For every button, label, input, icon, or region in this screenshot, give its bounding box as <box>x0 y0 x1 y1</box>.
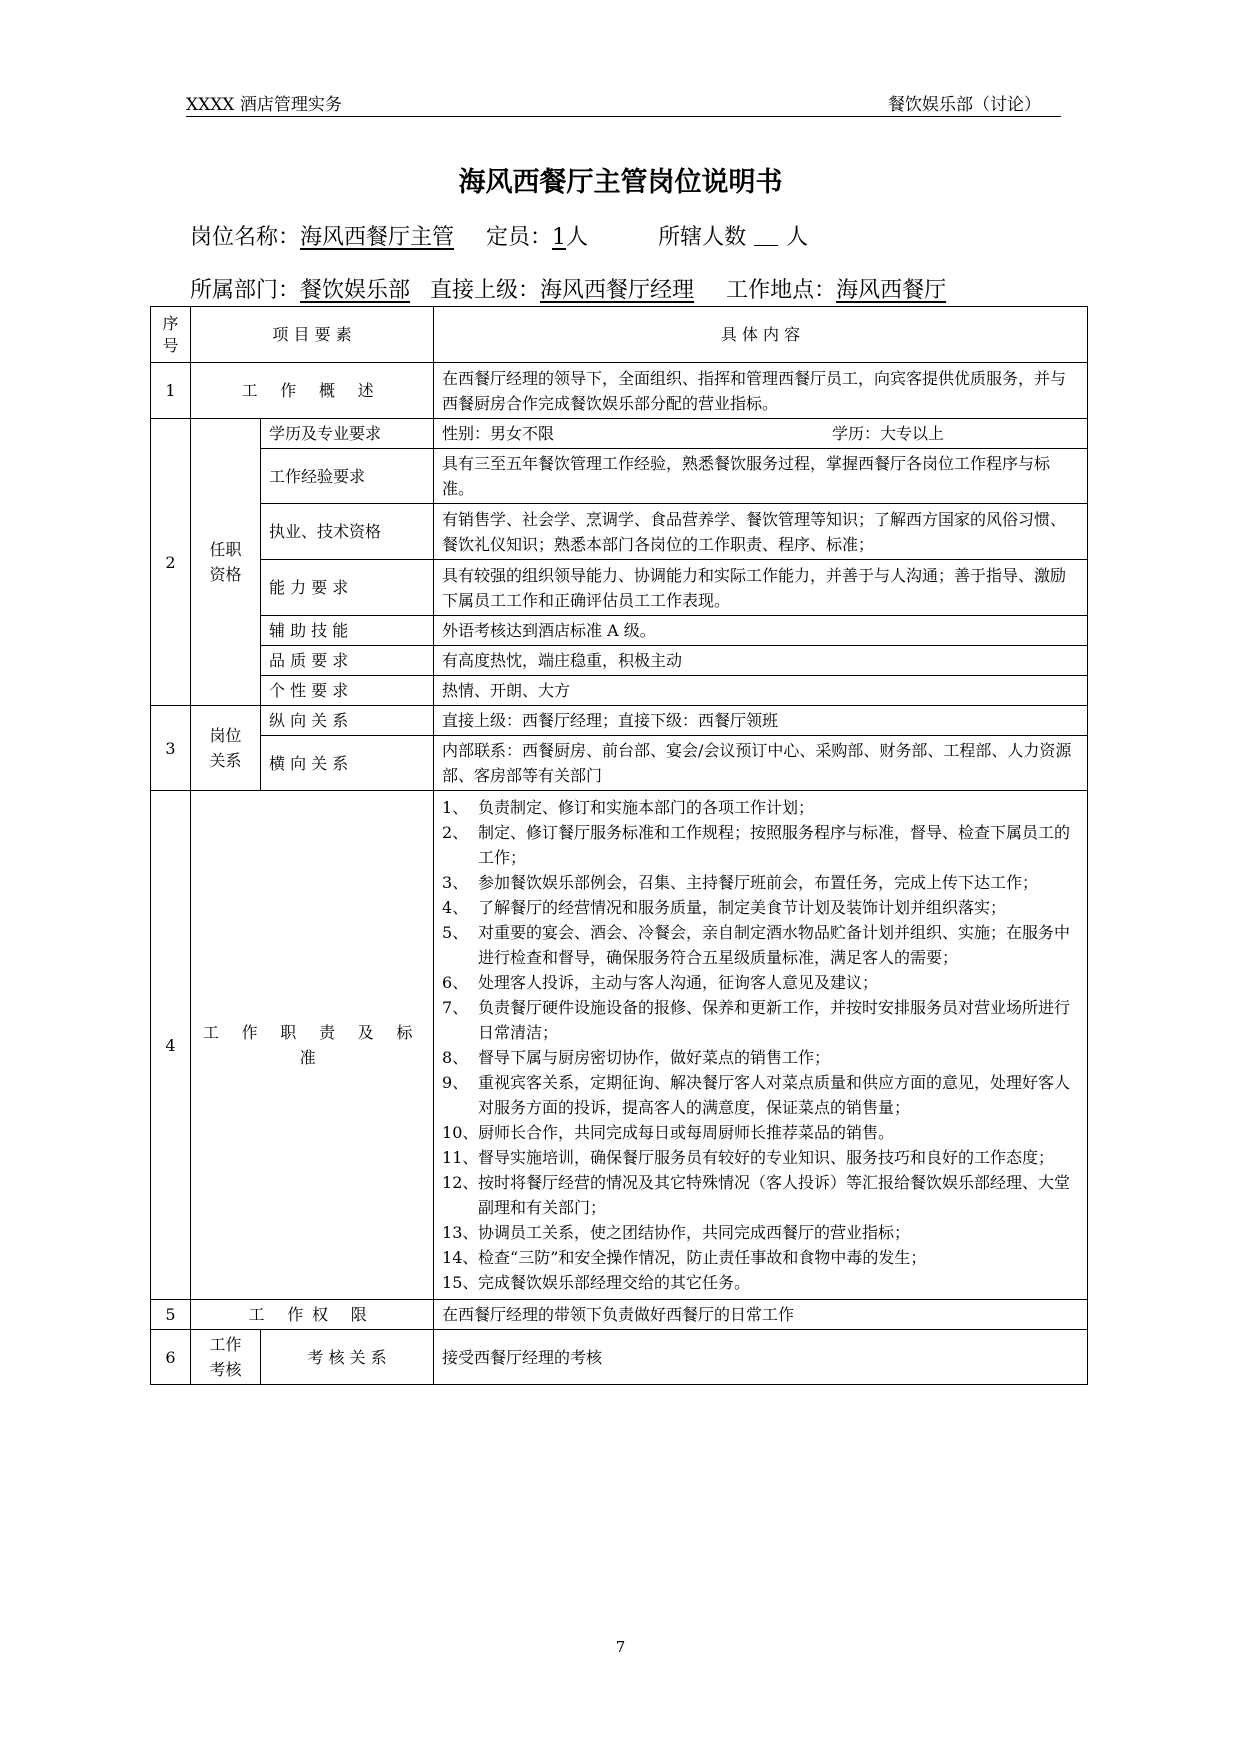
table-header-row <box>151 307 1088 363</box>
duty-item <box>442 995 1079 1045</box>
table-subrow <box>151 449 1088 504</box>
sub-label: 辅 助 技 能 <box>261 616 434 646</box>
document-title: 海风西餐厅主管岗位说明书 <box>458 167 783 198</box>
row-content: 在西餐厅经理的领导下，全面组织、指挥和管理西餐厅员工，向宾客提供优质服务，并与西餐厨房合作完成餐饮娱乐部分配的营业指标。 <box>434 363 1088 419</box>
dept-value: 餐饮娱乐部 <box>300 278 411 303</box>
row-item: 工 作 职 责 及 标 准 <box>191 791 434 1300</box>
duty-text: 制定、修订餐厅服务标准和工作规程；按照服务程序与标准，督导、检查下属员工的工作； <box>478 823 1071 867</box>
duty-item <box>442 1070 1079 1120</box>
managed-label: 所辖人数 <box>658 225 747 250</box>
duty-item <box>442 1145 1079 1170</box>
managed-unit: 人 <box>786 225 809 250</box>
duty-item <box>442 820 1079 870</box>
duty-text: 督导下属与厨房密切协作，做好菜点的销售工作； <box>478 1048 831 1067</box>
quota-label: 定员： <box>486 225 553 250</box>
sub-label: 横 向 关 系 <box>261 736 434 791</box>
row-seq: 1 <box>151 363 191 419</box>
table-row-2 <box>151 419 1088 449</box>
post-name-value: 海风西餐厅主管 <box>300 225 455 250</box>
header-right: 餐饮娱乐部（讨论） <box>888 95 1041 115</box>
duty-item <box>442 895 1079 920</box>
sub-content: 有销售学、社会学、烹调学、食品营养学、餐饮管理等知识；了解西方国家的风俗习惯、餐饮礼仪知识；熟悉本部门各岗位的工作职责、程序、标准； <box>434 504 1088 560</box>
duty-text: 完成餐饮娱乐部经理交给的其它任务。 <box>478 1273 751 1292</box>
table-subrow <box>151 504 1088 560</box>
duty-text: 处理客人投诉，主动与客人沟通，征询客人意见及建议； <box>478 973 879 992</box>
duty-item <box>442 1045 1079 1070</box>
sub-content: 具有三至五年餐饮管理工作经验，熟悉餐饮服务过程，掌握西餐厅各岗位工作程序与标准。 <box>434 449 1088 504</box>
duty-number: 14、 <box>442 1248 479 1267</box>
table-subrow <box>151 560 1088 616</box>
duty-item <box>442 1220 1079 1245</box>
sub-label: 品 质 要 求 <box>261 646 434 676</box>
duty-text: 负责餐厅硬件设施设备的报修、保养和更新工作，并按时安排服务员对营业场所进行日常清洁； <box>478 998 1071 1042</box>
duty-text: 按时将餐厅经营的情况及其它特殊情况（客人投诉）等汇报给餐饮娱乐部经理、大堂副理和有关部门； <box>478 1173 1071 1217</box>
duty-number: 15、 <box>442 1273 479 1292</box>
duty-number: 10、 <box>442 1123 479 1142</box>
duty-number: 9、 <box>442 1073 469 1092</box>
duty-text: 参加餐饮娱乐部例会，召集、主持餐厅班前会，布置任务，完成上传下达工作； <box>478 873 1039 892</box>
duty-number: 13、 <box>442 1223 479 1242</box>
duty-text: 对重要的宴会、酒会、冷餐会，亲自制定酒水物品贮备计划并组织、实施；在服务中进行检查和督导，确保服务符合五星级质量标准，满足客人的需要； <box>478 923 1071 967</box>
row-seq: 2 <box>151 419 191 706</box>
dept-label: 所属部门： <box>190 278 301 303</box>
row-item: 工 作权 限 <box>191 1300 434 1330</box>
row-seq: 4 <box>151 791 191 1300</box>
row-seq: 6 <box>151 1330 191 1385</box>
row-group: 岗位关系 <box>191 706 261 791</box>
header-seq: 序号 <box>151 307 191 363</box>
duty-number: 8、 <box>442 1048 469 1067</box>
duty-item <box>442 920 1079 970</box>
duty-text: 督导实施培训，确保餐厅服务员有较好的专业知识、服务技巧和良好的工作态度； <box>478 1148 1055 1167</box>
sub-label: 纵 向 关 系 <box>261 706 434 736</box>
job-description-table <box>150 306 1088 1385</box>
row-content: 接受西餐厅经理的考核 <box>434 1330 1088 1385</box>
header-left: XXXX 酒店管理实务 <box>186 95 342 115</box>
duty-item <box>442 1245 1079 1270</box>
table-subrow <box>151 616 1088 646</box>
sub-label: 能 力 要 求 <box>261 560 434 616</box>
gender-requirement: 性别：男女不限 <box>442 424 555 443</box>
duty-number: 2、 <box>442 823 469 842</box>
table-row-1 <box>151 363 1088 419</box>
sub-label: 工作经验要求 <box>261 449 434 504</box>
header-item: 项 目 要 素 <box>191 307 434 363</box>
row-seq: 3 <box>151 706 191 791</box>
managed-blank <box>754 227 778 246</box>
duty-item <box>442 870 1079 895</box>
duty-number: 6、 <box>442 973 469 992</box>
row-seq: 5 <box>151 1300 191 1330</box>
superior-label: 直接上级： <box>430 278 541 303</box>
sub-content: 有高度热忱，端庄稳重，积极主动 <box>434 646 1088 676</box>
superior-value: 海风西餐厅经理 <box>540 278 695 303</box>
sub-content: 热情、开朗、大方 <box>434 676 1088 706</box>
duty-item <box>442 970 1079 995</box>
duties-list <box>434 791 1088 1300</box>
table-row-6 <box>151 1330 1088 1385</box>
duty-number: 7、 <box>442 998 469 1017</box>
duty-number: 12、 <box>442 1173 479 1192</box>
header-content: 具 体 内 容 <box>434 307 1088 363</box>
duty-number: 4、 <box>442 898 469 917</box>
row-item: 工 作 概 述 <box>191 363 434 419</box>
table-row-3 <box>151 706 1088 736</box>
sub-content: 具有较强的组织领导能力、协调能力和实际工作能力，并善于与人沟通；善于指导、激励下属员工工作和正确评估员工工作表现。 <box>434 560 1088 616</box>
table-row-5 <box>151 1300 1088 1330</box>
sub-content: 内部联系：西餐厨房、前台部、宴会/会议预订中心、采购部、财务部、工程部、人力资源部、客房部等有关部门 <box>434 736 1088 791</box>
duty-text: 重视宾客关系，定期征询、解决餐厅客人对菜点质量和供应方面的意见，处理好客人对服务方面的投诉，提高客人的满意度，保证菜点的销售量； <box>478 1073 1071 1117</box>
sub-label: 个 性 要 求 <box>261 676 434 706</box>
duty-text: 厨师长合作，共同完成每日或每周厨师长推荐菜品的销售。 <box>478 1123 895 1142</box>
sub-content: 外语考核达到酒店标准 A 级。 <box>434 616 1088 646</box>
location-value: 海风西餐厅 <box>836 278 947 303</box>
education-requirement: 学历：大专以上 <box>832 424 945 443</box>
duty-text: 协调员工关系，使之团结协作，共同完成西餐厅的营业指标； <box>478 1223 911 1242</box>
duty-number: 5、 <box>442 923 469 942</box>
duty-number: 11、 <box>442 1148 479 1167</box>
row-content: 在西餐厅经理的带领下负责做好西餐厅的日常工作 <box>434 1300 1088 1330</box>
quota-unit: 人 <box>566 225 589 250</box>
sub-label: 学历及专业要求 <box>261 419 434 449</box>
table-row-4 <box>151 791 1088 1300</box>
duty-item <box>442 1170 1079 1220</box>
duty-text: 负责制定、修订和实施本部门的各项工作计划； <box>478 798 815 817</box>
row-group: 工作考核 <box>191 1330 261 1385</box>
table-subrow <box>151 736 1088 791</box>
post-name-label: 岗位名称： <box>190 225 301 250</box>
duty-number: 1、 <box>442 798 469 817</box>
duty-item <box>442 1120 1079 1145</box>
row-group: 任职资格 <box>191 419 261 706</box>
duty-number: 3、 <box>442 873 469 892</box>
duty-text: 检查“三防”和安全操作情况，防止责任事故和食物中毒的发生； <box>478 1248 927 1267</box>
info-line-1 <box>190 220 808 251</box>
duty-item <box>442 1270 1079 1295</box>
sub-label: 执业、技术资格 <box>261 504 434 560</box>
sub-content: 直接上级：西餐厅经理；直接下级：西餐厅领班 <box>434 706 1088 736</box>
duty-item <box>442 795 1079 820</box>
table-subrow <box>151 676 1088 706</box>
page-header <box>186 88 1061 117</box>
table-subrow <box>151 646 1088 676</box>
sub-content <box>434 419 1088 449</box>
sub-label: 考 核 关 系 <box>261 1330 434 1385</box>
quota-value: 1 <box>552 225 567 250</box>
location-label: 工作地点： <box>726 278 837 303</box>
info-line-2 <box>190 273 946 304</box>
page-number: 7 <box>615 1638 626 1656</box>
duty-text: 了解餐厅的经营情况和服务质量，制定美食节计划及装饰计划并组织落实； <box>478 898 1007 917</box>
